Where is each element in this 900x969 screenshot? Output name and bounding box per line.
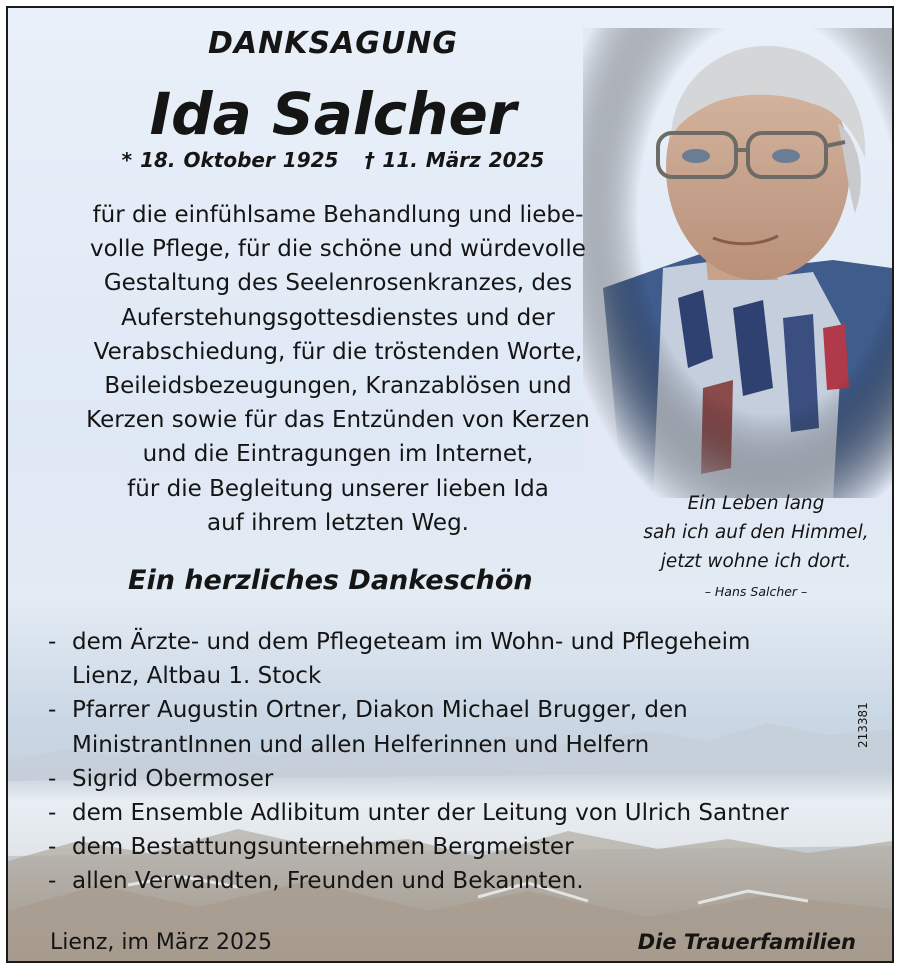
life-dates [8,148,658,172]
list-dash: - [48,834,57,861]
paragraph-line: für die einfühlsame Behandlung und liebe- [92,202,584,228]
list-item [48,693,878,761]
paragraph-line: für die Begleitung unserer lieben Ida [127,475,549,502]
paragraph-line: auf ihrem letzten Weg. [206,509,469,536]
list-item-line: dem Bestattungsunternehmen Bergmeister [72,834,574,861]
list-dash: - [48,697,57,724]
list-item [48,625,878,693]
quote-line: Ein Leben lang [687,493,825,514]
paragraph-line: Beileidsbezeugungen, Kranzablösen und [104,373,572,400]
paragraph-line: Gestaltung des Seelenrosenkranzes, des [103,270,573,297]
quote-line: jetzt wohne ich dort. [660,551,852,572]
list-item [48,864,878,898]
list-item-line: Lienz, Altbau 1. Stock [72,663,322,690]
death-date: † 11. März 2025 [364,148,545,172]
thanks-heading: Ein herzliches Dankeschön [128,565,533,596]
paragraph-line: volle Pflege, für die schöne und würdevolle [90,236,586,263]
list-item-line: Pfarrer Augustin Ortner, Diakon Michael Brugger, den [72,697,688,724]
heading: DANKSAGUNG [207,26,458,61]
list-dash: - [48,868,57,895]
thanks-paragraph [48,198,628,540]
list-item-line: dem Ärzte- und dem Pflegeteam im Wohn- und Pflegeheim [72,629,751,655]
list-dash: - [48,800,57,827]
thanks-list [48,625,878,899]
list-item-line: MinistrantInnen und allen Helferinnen und Helfern [72,731,650,758]
paragraph-line: Verabschiedung, für die tröstenden Worte, [93,338,583,365]
quote-line: sah ich auf den Himmel, [643,522,869,543]
list-item-line: dem Ensemble Adlibitum unter der Leitung von Ulrich Santner [72,800,789,827]
place-date: Lienz, im März 2025 [50,930,272,955]
quote-author: – Hans Salcher – [704,584,808,599]
quote [616,489,894,576]
list-dash: - [48,765,57,792]
list-item [48,796,878,830]
signature: Die Trauerfamilien [637,930,856,954]
obituary-card [6,6,894,963]
list-item-line: allen Verwandten, Freunden und Bekannten. [72,868,584,895]
list-item [48,762,878,796]
reference-number: 213381 [856,702,870,748]
paragraph-line: Auferstehungsgottesdienstes und der [121,304,555,331]
paragraph-line: Kerzen sowie für das Entzünden von Kerzen [86,407,590,434]
deceased-name: Ida Salcher [149,80,517,148]
list-item-line: Sigrid Obermoser [72,765,274,792]
list-item [48,830,878,864]
paragraph-line: und die Eintragungen im Internet, [142,441,534,468]
list-dash: - [48,629,57,655]
birth-date: * 18. Oktober 1925 [121,148,339,172]
